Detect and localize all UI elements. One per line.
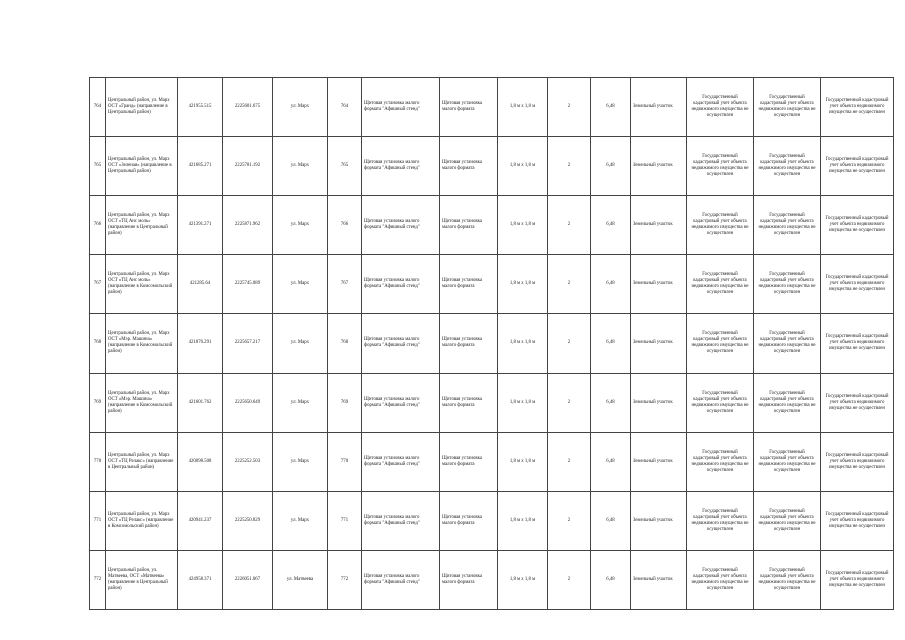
coord-y-cell: 2226051.067 (223, 550, 273, 609)
owner-cell-2: Государственный кадастровый учет объекта недвижимого имущества не осуществлен (754, 196, 821, 255)
structure-kind-cell: Щитовая установка малого формата (440, 255, 498, 314)
owner-cell-1: Государственный кадастровый учет объекта недвижимого имущества не осуществлен (687, 196, 754, 255)
table-row (90, 432, 894, 491)
sides-cell: 2 (548, 78, 591, 137)
street-cell: ул. Марх (273, 373, 328, 432)
structure-kind-cell: Щитовая установка малого формата (440, 137, 498, 196)
table-row (90, 196, 894, 255)
size-cell: 1,8 м х 1,8 м (498, 491, 548, 550)
table-row (90, 255, 894, 314)
structure-type-cell: Щитовая установка малого формата "Афишный стенд" (362, 491, 440, 550)
land-cell: Земельный участок (631, 137, 687, 196)
owner-cell-1: Государственный кадастровый учет объекта недвижимого имущества не осуществлен (687, 432, 754, 491)
structure-kind-cell: Щитовая установка малого формата (440, 550, 498, 609)
owner-cell-1: Государственный кадастровый учет объекта недвижимого имущества не осуществлен (687, 491, 754, 550)
table-row (90, 550, 894, 609)
area-cell: 6,48 (591, 373, 631, 432)
owner-cell-3: Государственный кадастровый учет объекта недвижимого имущества не осуществлен (821, 255, 894, 314)
structure-kind-cell: Щитовая установка малого формата (440, 314, 498, 373)
land-cell: Земельный участок (631, 255, 687, 314)
row-number: 771 (90, 491, 106, 550)
owner-cell-2: Государственный кадастровый учет объекта недвижимого имущества не осуществлен (754, 137, 821, 196)
structure-type-cell: Щитовая установка малого формата "Афишный стенд" (362, 373, 440, 432)
street-cell: ул. Марх (273, 491, 328, 550)
size-cell: 1,8 м х 1,8 м (498, 432, 548, 491)
sides-cell: 2 (548, 137, 591, 196)
coord-y-cell: 2225745.089 (223, 255, 273, 314)
area-cell: 6,48 (591, 255, 631, 314)
row-number: 768 (90, 314, 106, 373)
address-cell: Центральный район, ул. Марх ОСТ «Мэр. Машина» (направление в Комсомольский район) (106, 314, 178, 373)
coord-x-cell: 421285.64 (178, 255, 223, 314)
owner-cell-2: Государственный кадастровый учет объекта недвижимого имущества не осуществлен (754, 255, 821, 314)
coord-x-cell: 421391.271 (178, 196, 223, 255)
size-cell: 1,8 м х 1,8 м (498, 550, 548, 609)
coord-y-cell: 2225252.503 (223, 432, 273, 491)
address-cell: Центральный район, ул. Марх ОСТ «Мэр. Машина» (направление в Комсомольский район) (106, 373, 178, 432)
area-cell: 6,48 (591, 314, 631, 373)
structure-kind-cell: Щитовая установка малого формата (440, 196, 498, 255)
structure-type-cell: Щитовая установка малого формата "Афишный стенд" (362, 432, 440, 491)
size-cell: 1,8 м х 1,8 м (498, 137, 548, 196)
owner-cell-2: Государственный кадастровый учет объекта недвижимого имущества не осуществлен (754, 491, 821, 550)
structure-kind-cell: Щитовая установка малого формата (440, 78, 498, 137)
table-row (90, 373, 894, 432)
coord-x-cell: 421876.291 (178, 314, 223, 373)
land-cell: Земельный участок (631, 373, 687, 432)
land-cell: Земельный участок (631, 314, 687, 373)
place-number-cell: 764 (328, 78, 362, 137)
address-cell: Центральный район, ул. Матвеева, ОСТ «Матвеева» (направление в Центральный район) (106, 550, 178, 609)
owner-cell-2: Государственный кадастровый учет объекта недвижимого имущества не осуществлен (754, 314, 821, 373)
place-number-cell: 768 (328, 314, 362, 373)
area-cell: 6,48 (591, 432, 631, 491)
coord-x-cell: 421955.515 (178, 78, 223, 137)
land-cell: Земельный участок (631, 432, 687, 491)
size-cell: 1,8 м х 1,8 м (498, 373, 548, 432)
table-row (90, 137, 894, 196)
area-cell: 6,48 (591, 137, 631, 196)
structure-type-cell: Щитовая установка малого формата "Афишный стенд" (362, 550, 440, 609)
table-row (90, 491, 894, 550)
table-row (90, 314, 894, 373)
sides-cell: 2 (548, 255, 591, 314)
owner-cell-1: Государственный кадастровый учет объекта недвижимого имущества не осуществлен (687, 255, 754, 314)
structure-type-cell: Щитовая установка малого формата "Афишный стенд" (362, 78, 440, 137)
coord-y-cell: 2225657.217 (223, 314, 273, 373)
coord-x-cell: 424958.371 (178, 550, 223, 609)
owner-cell-3: Государственный кадастровый учет объекта недвижимого имущества не осуществлен (821, 78, 894, 137)
sides-cell: 2 (548, 196, 591, 255)
coord-x-cell: 421601.762 (178, 373, 223, 432)
coord-y-cell: 2225250.829 (223, 491, 273, 550)
street-cell: ул. Марх (273, 137, 328, 196)
table-row (90, 78, 894, 137)
row-number: 767 (90, 255, 106, 314)
sides-cell: 2 (548, 432, 591, 491)
size-cell: 1,8 м х 1,8 м (498, 196, 548, 255)
street-cell: ул. Марх (273, 78, 328, 137)
place-number-cell: 766 (328, 196, 362, 255)
size-cell: 1,8 м х 1,8 м (498, 314, 548, 373)
land-cell: Земельный участок (631, 491, 687, 550)
address-cell: Центральный район, ул. Марх ОСТ «ТЦ Релакс» (направление в Комсомольский район) (106, 491, 178, 550)
owner-cell-1: Государственный кадастровый учет объекта недвижимого имущества не осуществлен (687, 78, 754, 137)
street-cell: ул. Марх (273, 196, 328, 255)
structure-type-cell: Щитовая установка малого формата "Афишный стенд" (362, 196, 440, 255)
place-number-cell: 771 (328, 491, 362, 550)
row-number: 766 (90, 196, 106, 255)
coord-y-cell: 2225650.649 (223, 373, 273, 432)
coord-x-cell: 420941.237 (178, 491, 223, 550)
structure-type-cell: Щитовая установка малого формата "Афишный стенд" (362, 314, 440, 373)
row-number: 772 (90, 550, 106, 609)
place-number-cell: 767 (328, 255, 362, 314)
area-cell: 6,48 (591, 78, 631, 137)
street-cell: ул. Марх (273, 255, 328, 314)
place-number-cell: 769 (328, 373, 362, 432)
structure-kind-cell: Щитовая установка малого формата (440, 432, 498, 491)
owner-cell-3: Государственный кадастровый учет объекта недвижимого имущества не осуществлен (821, 373, 894, 432)
owner-cell-1: Государственный кадастровый учет объекта недвижимого имущества не осуществлен (687, 137, 754, 196)
owner-cell-3: Государственный кадастровый учет объекта недвижимого имущества не осуществлен (821, 314, 894, 373)
area-cell: 6,48 (591, 491, 631, 550)
sides-cell: 2 (548, 550, 591, 609)
structure-kind-cell: Щитовая установка малого формата (440, 491, 498, 550)
land-cell: Земельный участок (631, 196, 687, 255)
area-cell: 6,48 (591, 196, 631, 255)
land-cell: Земельный участок (631, 550, 687, 609)
structure-type-cell: Щитовая установка малого формата "Афишный стенд" (362, 137, 440, 196)
place-number-cell: 770 (328, 432, 362, 491)
land-cell: Земельный участок (631, 78, 687, 137)
area-cell: 6,48 (591, 550, 631, 609)
address-cell: Центральный район, ул. Марх ОСТ «ТЦ Релакс» (направление в Центральный район) (106, 432, 178, 491)
coord-y-cell: 2225781.192 (223, 137, 273, 196)
owner-cell-2: Государственный кадастровый учет объекта недвижимого имущества не осуществлен (754, 550, 821, 609)
owner-cell-3: Государственный кадастровый учет объекта недвижимого имущества не осуществлен (821, 137, 894, 196)
document-table (89, 77, 894, 610)
street-cell: ул. Марх (273, 432, 328, 491)
owner-cell-2: Государственный кадастровый учет объекта недвижимого имущества не осуществлен (754, 432, 821, 491)
coord-y-cell: 2225871.962 (223, 196, 273, 255)
owner-cell-3: Государственный кадастровый учет объекта недвижимого имущества не осуществлен (821, 432, 894, 491)
owner-cell-1: Государственный кадастровый учет объекта недвижимого имущества не осуществлен (687, 314, 754, 373)
row-number: 769 (90, 373, 106, 432)
sides-cell: 2 (548, 314, 591, 373)
size-cell: 1,8 м х 1,8 м (498, 255, 548, 314)
sides-cell: 2 (548, 491, 591, 550)
owner-cell-1: Государственный кадастровый учет объекта недвижимого имущества не осуществлен (687, 550, 754, 609)
owner-cell-1: Государственный кадастровый учет объекта недвижимого имущества не осуществлен (687, 373, 754, 432)
table-body (90, 78, 894, 610)
address-cell: Центральный район, ул. Марх ОСТ «ТЦ Анс моль» (направление в Комсомольский район) (106, 255, 178, 314)
coord-y-cell: 2225601.675 (223, 78, 273, 137)
street-cell: ул. Марх (273, 314, 328, 373)
coord-x-cell: 420098.508 (178, 432, 223, 491)
owner-cell-3: Государственный кадастровый учет объекта недвижимого имущества не осуществлен (821, 196, 894, 255)
size-cell: 1,8 м х 1,8 м (498, 78, 548, 137)
row-number: 765 (90, 137, 106, 196)
structure-type-cell: Щитовая установка малого формата "Афишный стенд" (362, 255, 440, 314)
owner-cell-2: Государственный кадастровый учет объекта недвижимого имущества не осуществлен (754, 78, 821, 137)
owner-cell-3: Государственный кадастровый учет объекта недвижимого имущества не осуществлен (821, 491, 894, 550)
street-cell: ул. Матвеева (273, 550, 328, 609)
address-cell: Центральный район, ул. Марх ОСТ «Гранд» (направление в Центральный район) (106, 78, 178, 137)
sides-cell: 2 (548, 373, 591, 432)
row-number: 770 (90, 432, 106, 491)
owner-cell-2: Государственный кадастровый учет объекта недвижимого имущества не осуществлен (754, 373, 821, 432)
owner-cell-3: Государственный кадастровый учет объекта недвижимого имущества не осуществлен (821, 550, 894, 609)
row-number: 764 (90, 78, 106, 137)
address-cell: Центральный район, ул. Марх ОСТ «Зеленая» (направление в Центральный район) (106, 137, 178, 196)
coord-x-cell: 421685.271 (178, 137, 223, 196)
place-number-cell: 772 (328, 550, 362, 609)
address-cell: Центральный район, ул. Марх ОСТ «ТЦ Анс моль» (направление в Центральный район) (106, 196, 178, 255)
place-number-cell: 765 (328, 137, 362, 196)
structure-kind-cell: Щитовая установка малого формата (440, 373, 498, 432)
